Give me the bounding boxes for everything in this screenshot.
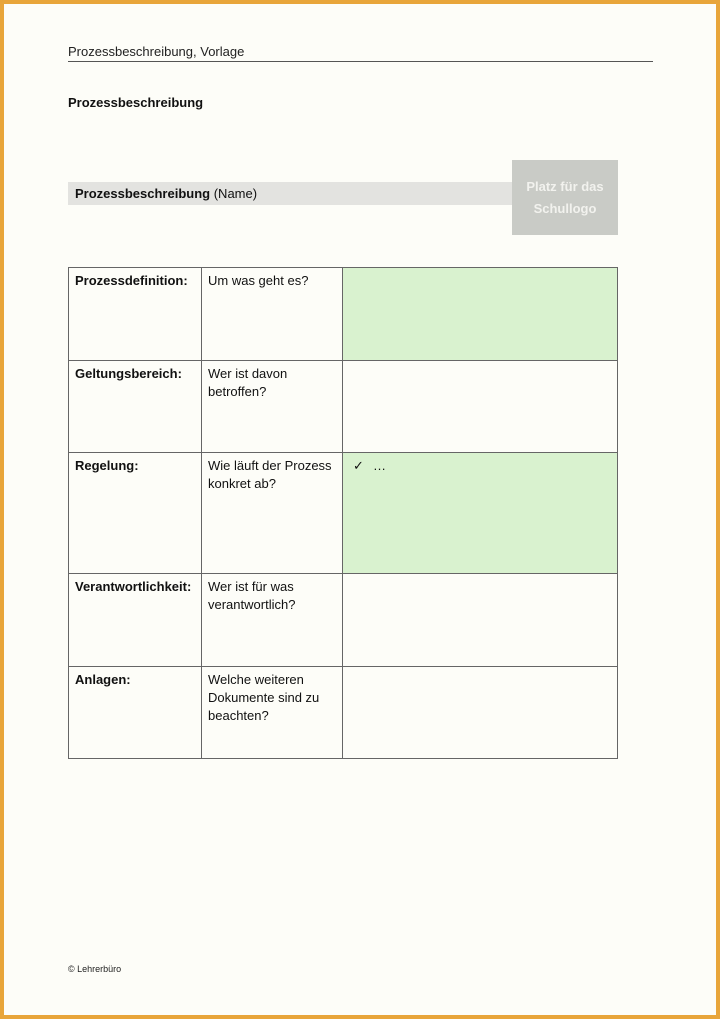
school-logo-placeholder: Platz für das Schullogo <box>512 160 618 235</box>
row-label: Verantwortlichkeit: <box>69 574 202 667</box>
answer-cell[interactable] <box>343 574 618 667</box>
process-name-label: Prozessbeschreibung <box>75 186 211 201</box>
answer-cell[interactable] <box>343 667 618 759</box>
check-icon: ✓ <box>353 458 364 473</box>
row-question: Wer ist davon betroffen? <box>202 361 343 453</box>
answer-cell[interactable] <box>343 453 618 574</box>
table-row <box>69 361 618 453</box>
row-label: Geltungsbereich: <box>69 361 202 453</box>
row-question: Um was geht es? <box>202 268 343 361</box>
row-label: Anlagen: <box>69 667 202 759</box>
row-label: Regelung: <box>69 453 202 574</box>
checklist-item-text: … <box>373 458 386 473</box>
answer-cell[interactable] <box>343 268 618 361</box>
row-question: Welche weiteren Dokumente sind zu beachten? <box>202 667 343 759</box>
table-row <box>69 667 618 759</box>
table-row <box>69 453 618 574</box>
table-row <box>69 574 618 667</box>
table-row <box>69 268 618 361</box>
process-name-bar <box>68 182 512 205</box>
page-title: Prozessbeschreibung <box>68 95 204 110</box>
row-question: Wer ist für was verantwortlich? <box>202 574 343 667</box>
row-question: Wie läuft der Prozess konkret ab? <box>202 453 343 574</box>
answer-cell[interactable] <box>343 361 618 453</box>
running-header: Prozessbeschreibung, Vorlage <box>68 44 653 62</box>
process-table <box>68 267 618 759</box>
copyright-footer: © Lehrerbüro <box>68 964 122 974</box>
checklist-item <box>349 457 611 475</box>
row-label: Prozessdefinition: <box>69 268 202 361</box>
process-name-suffix: (Name) <box>210 186 258 201</box>
